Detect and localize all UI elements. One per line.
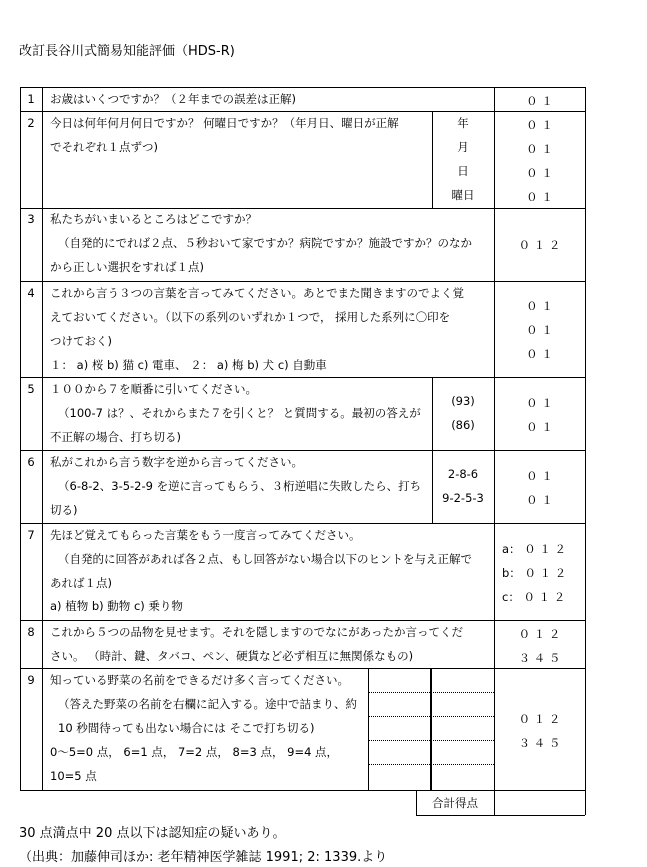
score-options[interactable]: ３ ４ ５: [518, 651, 561, 665]
vegetable-entry-line[interactable]: [368, 692, 494, 693]
item-number: 7: [27, 528, 35, 542]
question-text: つけておく): [50, 334, 112, 348]
question-text: お歳はいくつですか？（２年までの誤差は正解): [50, 92, 296, 106]
question-text: （答えた野菜の名前を右欄に記入する。途中で詰まり、約: [58, 697, 357, 711]
score-options[interactable]: b： ０ １ ２: [502, 566, 567, 580]
total-row-bottom: [416, 815, 585, 816]
sub-label: (93): [451, 394, 475, 408]
question-text: 10=5 点: [50, 769, 97, 783]
question-text: 10 秒間待っても出ない場合には そこで打ち切る): [58, 721, 315, 735]
question-text: １００から７を順番に引いてください。: [50, 382, 257, 396]
row-divider: [20, 620, 585, 621]
sub-label: (86): [451, 418, 475, 432]
row-divider: [20, 87, 585, 88]
total-score-field[interactable]: [495, 791, 585, 815]
score-options[interactable]: ０ １: [526, 469, 553, 483]
vegetable-column-left: [368, 668, 369, 790]
item-number: 6: [27, 455, 35, 469]
score-options[interactable]: ０ １: [526, 142, 553, 156]
question-text: 今日は何年何月何日ですか？ 何曜日ですか？（年月日、曜日が正解: [50, 116, 399, 130]
question-text: でそれぞれ１点ずつ): [50, 140, 158, 154]
question-text: 先ほど覚えてもらった言葉をもう一度言ってみてください。: [50, 528, 361, 542]
score-options[interactable]: a： ０ １ ２: [502, 542, 567, 556]
question-text: 私たちがいまいるところはどこですか？: [50, 212, 257, 226]
score-options[interactable]: ０ １ ２: [518, 627, 561, 641]
question-text: えておいてください。（以下の系列のいずれか１つで， 採用した系列に〇印を: [50, 310, 451, 324]
item-number: 9: [27, 673, 35, 687]
row-divider: [20, 281, 585, 282]
row-divider: [20, 668, 585, 669]
item-number: 1: [27, 92, 35, 106]
sub-label: 9-2-5-3: [442, 491, 484, 505]
score-options[interactable]: ０ １: [526, 493, 553, 507]
score-options[interactable]: ０ １: [526, 190, 553, 204]
row-divider: [20, 377, 585, 378]
question-text: 不正解の場合、打ち切る): [50, 430, 181, 444]
question-text: １： a) 桜 b) 猫 c) 電車、 ２： a) 梅 b) 犬 c) 自動車: [50, 358, 327, 372]
score-options[interactable]: ３ ４ ５: [518, 736, 561, 750]
vegetable-entry-line[interactable]: [368, 764, 494, 765]
item-number: 3: [27, 212, 35, 226]
question-text: （6-8-2、3-5-2-9 を逆に言ってもらう、３桁逆唱に失敗したら、打ち: [58, 479, 422, 493]
score-options[interactable]: ０ １: [526, 166, 553, 180]
question-text: 切る): [50, 503, 78, 517]
score-options[interactable]: ０ １: [526, 118, 553, 132]
footer-note: 30 点満点中 20 点以下は認知症の疑いあり。: [19, 826, 286, 841]
page-title: 改訂長谷川式簡易知能評価（HDS-R): [19, 44, 235, 59]
question-text: 0〜5=0 点， 6=1 点， 7=2 点， 8=3 点， 9=4 点，: [50, 745, 339, 759]
score-options[interactable]: ０ １: [526, 299, 553, 313]
question-text: 知っている野菜の名前をできるだけ多く言ってください。: [50, 673, 349, 687]
score-options[interactable]: ０ １: [526, 323, 553, 337]
vegetable-column-mid: [430, 668, 432, 790]
row-divider: [20, 111, 585, 112]
table-border-right: [585, 87, 586, 815]
number-column-divider: [42, 87, 43, 790]
sub-label: 2-8-6: [447, 467, 479, 481]
score-options[interactable]: c： ０ １ ２: [502, 590, 566, 604]
row-divider: [20, 208, 585, 209]
question-text: これから言う３つの言葉を言ってみてください。あとでまた聞きますのでよく覚: [50, 286, 464, 300]
sub-label: 日: [457, 164, 469, 178]
sub-label: 月: [457, 140, 469, 154]
sub-label: 曜日: [451, 188, 475, 202]
sub-column-divider: [432, 377, 433, 450]
score-options[interactable]: ０ １ ２: [518, 712, 561, 726]
score-options[interactable]: ０ １: [526, 347, 553, 361]
row-divider: [20, 450, 585, 451]
item-number: 4: [27, 286, 35, 300]
question-text: （100-7 は？、それからまた７を引くと？ と質問する。最初の答えが: [58, 406, 421, 420]
question-text: あれば１点): [50, 576, 112, 590]
vegetable-entry-line[interactable]: [368, 740, 494, 741]
score-options[interactable]: ０ １ ２: [518, 238, 561, 252]
row-divider: [20, 523, 585, 524]
score-options[interactable]: ０ １: [526, 94, 553, 108]
sub-column-divider: [432, 450, 433, 523]
item-number: 5: [27, 382, 35, 396]
sub-label: 年: [457, 116, 469, 130]
vegetable-entry-line[interactable]: [368, 716, 494, 717]
question-text: （自発的に回答があれば各２点、もし回答がない場合以下のヒントを与え正解で: [58, 552, 472, 566]
total-score-label: 合計得点: [432, 796, 478, 810]
footer-source: （出典：加藤伸司ほか: 老年精神医学雑誌 1991; 2: 1339.より: [19, 850, 388, 865]
item-number: 8: [27, 625, 35, 639]
question-text: 私がこれから言う数字を逆から言ってください。: [50, 455, 303, 469]
question-text: から正しい選択をすれば１点): [50, 260, 204, 274]
score-options[interactable]: ０ １: [526, 420, 553, 434]
score-options[interactable]: ０ １: [526, 396, 553, 410]
question-text: （自発的にでれば２点、５秒おいて家ですか？病院ですか？施設ですか？のなか: [58, 236, 472, 250]
question-text: さい。 （時計、鍵、タバコ、ペン、硬貨など必ず相互に無関係なもの): [50, 649, 414, 663]
question-text: a) 植物 b) 動物 c) 乗り物: [50, 599, 183, 613]
item-number: 2: [27, 116, 35, 130]
question-text: これから５つの品物を見せます。それを隠しますのでなにがあったか言ってくだ: [50, 625, 463, 639]
